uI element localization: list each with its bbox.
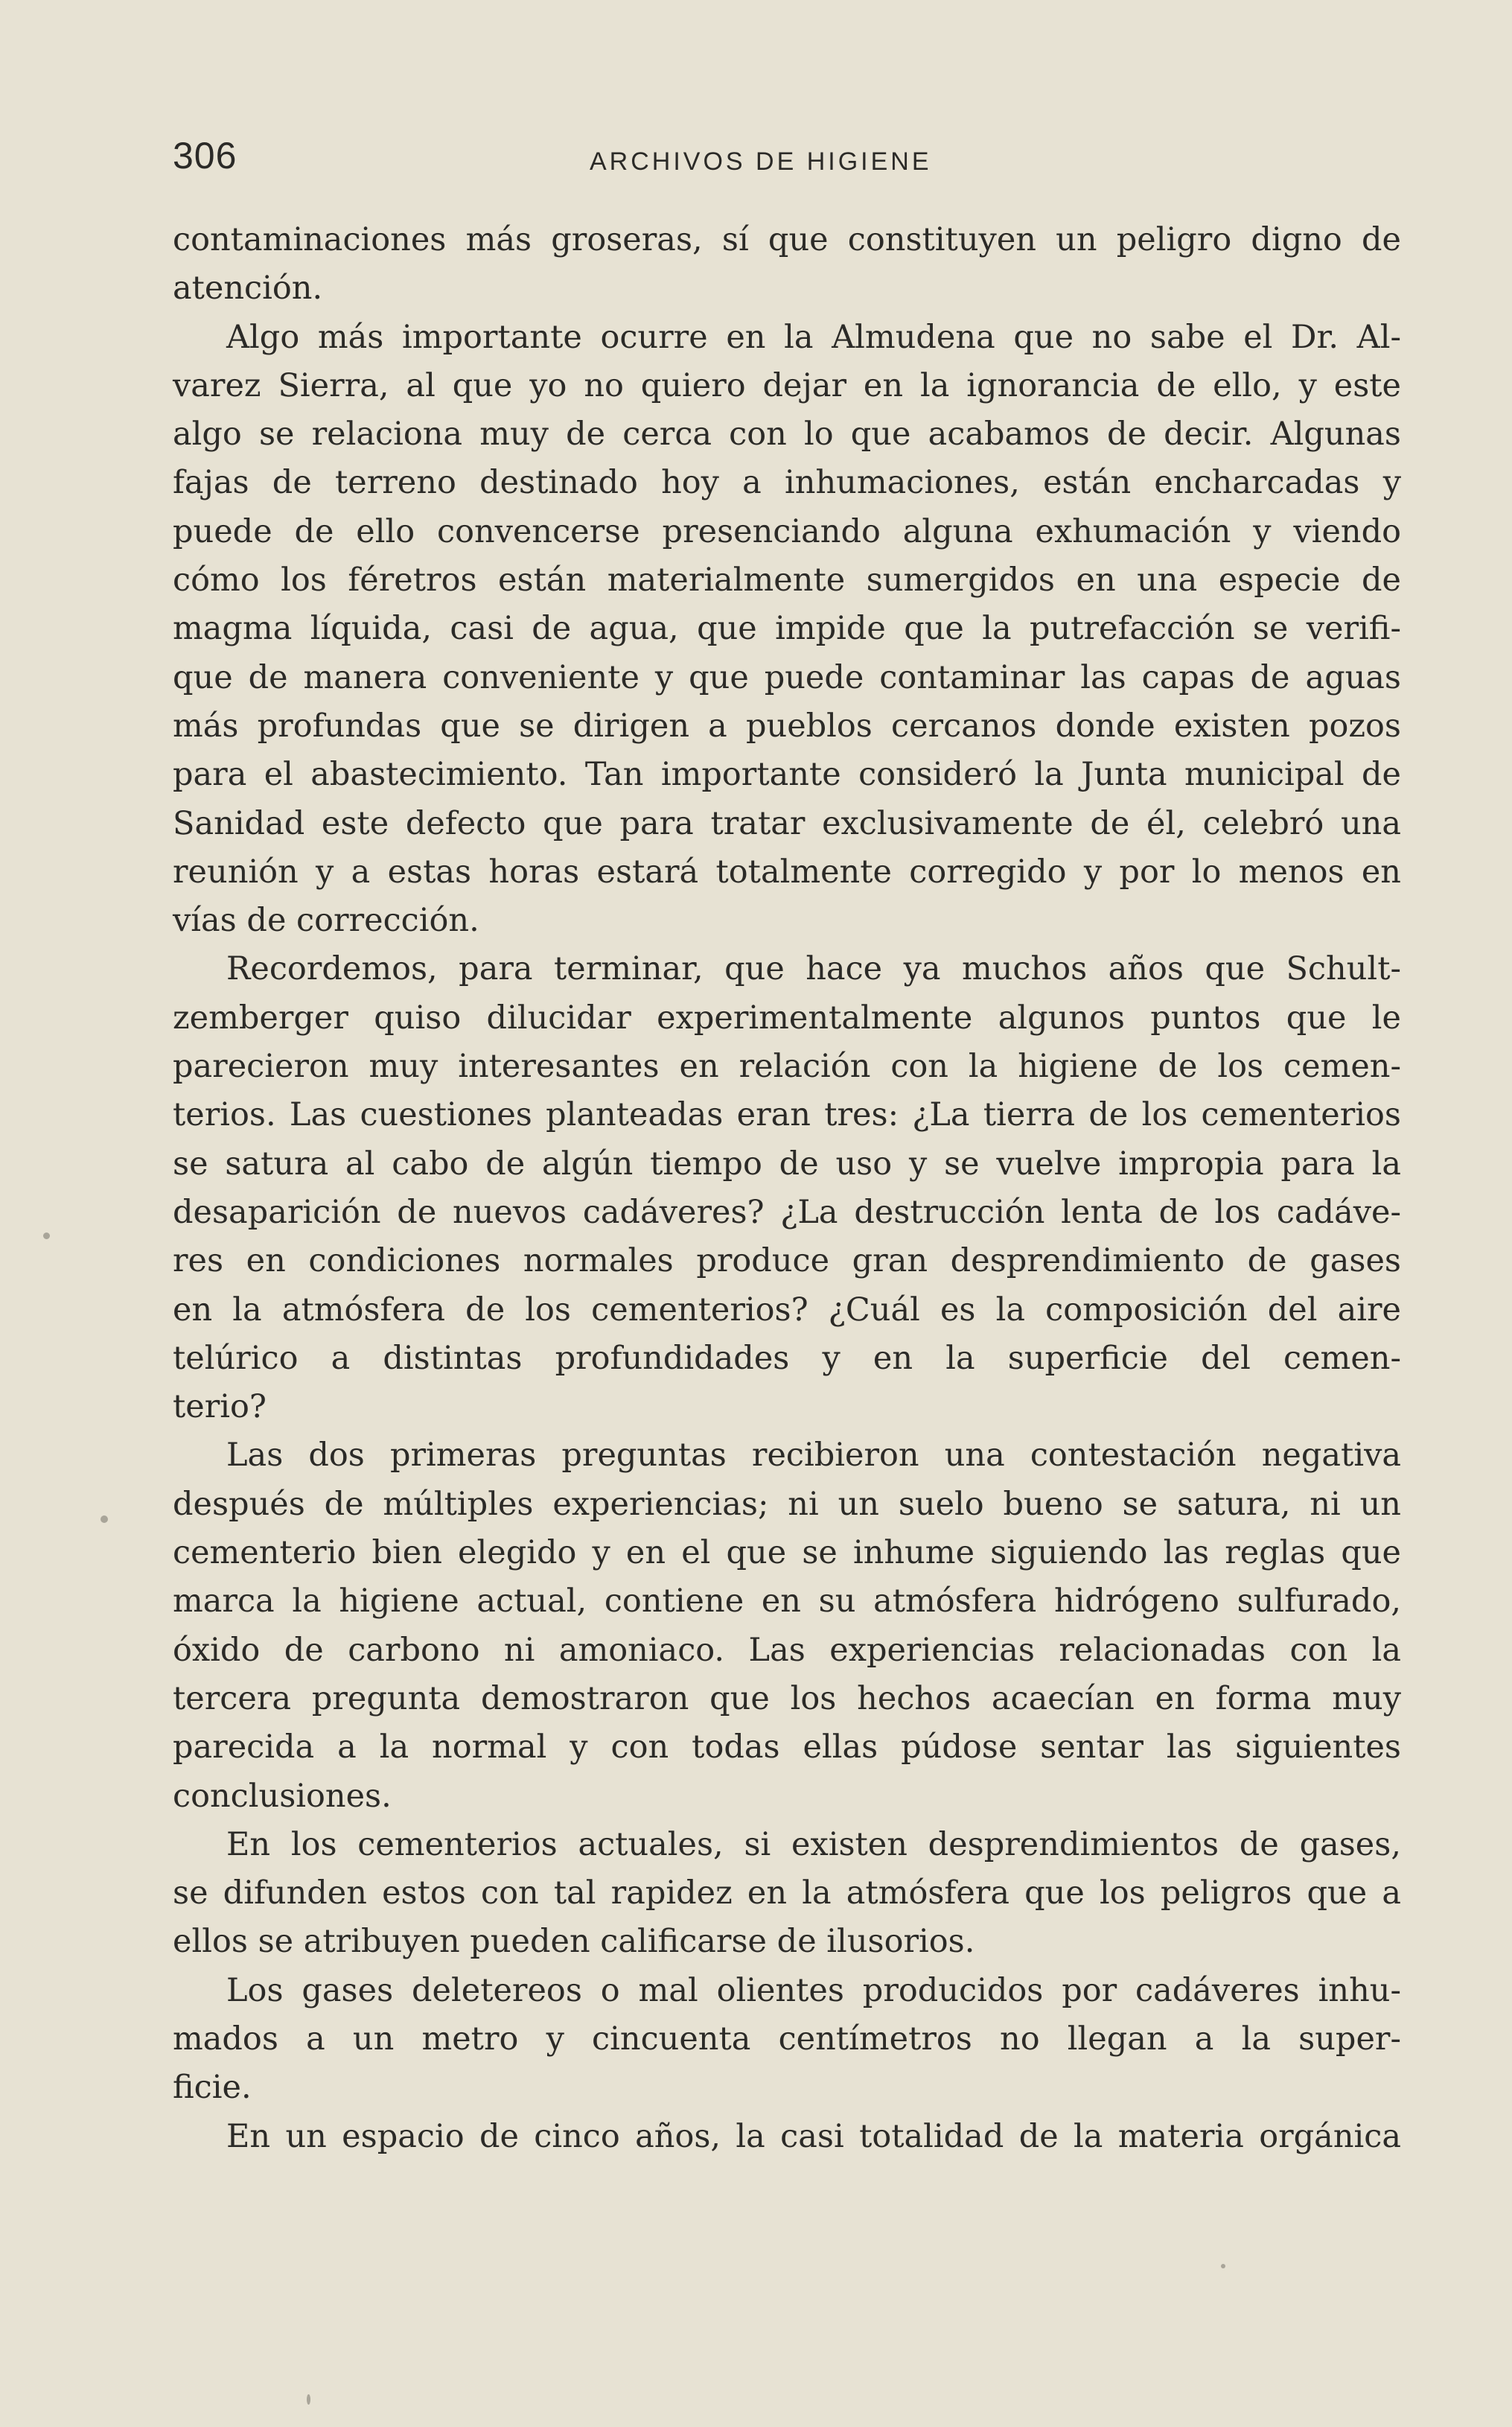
text-line: que de manera conveniente y que puede contaminar las capas de aguas [173, 658, 1401, 696]
text-line: puede de ello convencerse presenciando alguna exhumación y viendo [173, 512, 1401, 550]
text-line: reunión y a estas horas estará totalmente corregido y por lo menos en [173, 853, 1401, 891]
text-line: tercera pregunta demostraron que los hechos acaecían en forma muy [173, 1679, 1401, 1717]
text-line: se difunden estos con tal rapidez en la atmósfera que los peligros que a [173, 1874, 1401, 1912]
text-line: conclusiones. [173, 1777, 392, 1815]
text-line: contaminaciones más groseras, sí que constituyen un peligro digno de [173, 221, 1401, 258]
text-line: zemberger quiso dilucidar experimentalmente algunos puntos que le [173, 999, 1401, 1037]
paragraph [173, 1821, 1401, 1967]
text-line: terios. Las cuestiones planteadas eran tres: ¿La tierra de los cementerios [173, 1096, 1401, 1134]
text-line: se satura al cabo de algún tiempo de uso y se vuelve impropia para la [173, 1145, 1401, 1183]
text-line: telúrico a distintas profundidades y en la superficie del cemen- [173, 1339, 1401, 1377]
body-text [173, 216, 1401, 2161]
print-speck [307, 2394, 310, 2405]
text-line: varez Sierra, al que yo no quiero dejar en la ignorancia de ello, y este [173, 366, 1401, 404]
text-line: desaparición de nuevos cadáveres? ¿La destrucción lenta de los cadáve- [173, 1193, 1401, 1231]
text-line: fajas de terreno destinado hoy a inhumaciones, están encharcadas y [173, 464, 1401, 502]
text-line: óxido de carbono ni amoniaco. Las experiencias relacionadas con la [173, 1631, 1401, 1669]
text-line: Las dos primeras preguntas recibieron una contestación negativa [226, 1437, 1401, 1475]
text-line: terio? [173, 1388, 267, 1426]
paragraph [173, 216, 1401, 314]
text-line: Los gases deletereos o mal olientes producidos por cadáveres inhu- [226, 1971, 1401, 2009]
text-line: ficie. [173, 2069, 252, 2107]
text-line: Sanidad este defecto que para tratar exclusivamente de él, celebró una [173, 804, 1401, 842]
paragraph [173, 1967, 1401, 2113]
text-line: cementerio bien elegido y en el que se inhume siguiendo las reglas que [173, 1534, 1401, 1572]
text-line: Recordemos, para terminar, que hace ya muchos años que Schult- [226, 950, 1401, 988]
text-line: res en condiciones normales produce gran desprendimiento de gases [173, 1242, 1401, 1280]
print-speck [1221, 2264, 1225, 2268]
text-line: en la atmósfera de los cementerios? ¿Cuál es la composición del aire [173, 1291, 1401, 1329]
running-title: ARCHIVOS DE HIGIENE [590, 147, 932, 176]
text-line: En un espacio de cinco años, la casi totalidad de la materia orgánica [226, 2117, 1401, 2155]
text-line: mados a un metro y cincuenta centímetros no llegan a la super- [173, 2020, 1401, 2058]
paragraph [173, 1431, 1401, 1820]
print-speck [43, 1232, 50, 1239]
paragraph [173, 2113, 1401, 2161]
text-line: para el abastecimiento. Tan importante consideró la Junta municipal de [173, 756, 1401, 794]
text-line: Algo más importante ocurre en la Almudena que no sabe el Dr. Al- [226, 318, 1401, 356]
page-number: 306 [173, 135, 237, 176]
text-line: después de múltiples experiencias; ni un suelo bueno se satura, ni un [173, 1485, 1401, 1523]
page-header [173, 134, 1408, 186]
text-line: atención. [173, 270, 323, 308]
print-speck [101, 1515, 108, 1523]
text-line: cómo los féretros están materialmente sumergidos en una especie de [173, 562, 1401, 599]
text-line: más profundas que se dirigen a pueblos cercanos donde existen pozos [173, 707, 1401, 745]
paragraph [173, 314, 1401, 946]
text-line: marca la higiene actual, contiene en su atmósfera hidrógeno sulfurado, [173, 1583, 1401, 1620]
text-line: En los cementerios actuales, si existen desprendimientos de gases, [226, 1825, 1401, 1863]
text-line: magma líquida, casi de agua, que impide que la putrefacción se verifi- [173, 610, 1401, 648]
text-line: parecida a la normal y con todas ellas púdose sentar las siguientes [173, 1728, 1401, 1766]
text-line: parecieron muy interesantes en relación con la higiene de los cemen- [173, 1048, 1401, 1086]
text-line: vías de corrección. [173, 902, 479, 940]
paragraph [173, 945, 1401, 1431]
text-line: ellos se atribuyen pueden calificarse de ilusorios. [173, 1923, 975, 1961]
text-line: algo se relaciona muy de cerca con lo que acabamos de decir. Algunas [173, 416, 1401, 454]
